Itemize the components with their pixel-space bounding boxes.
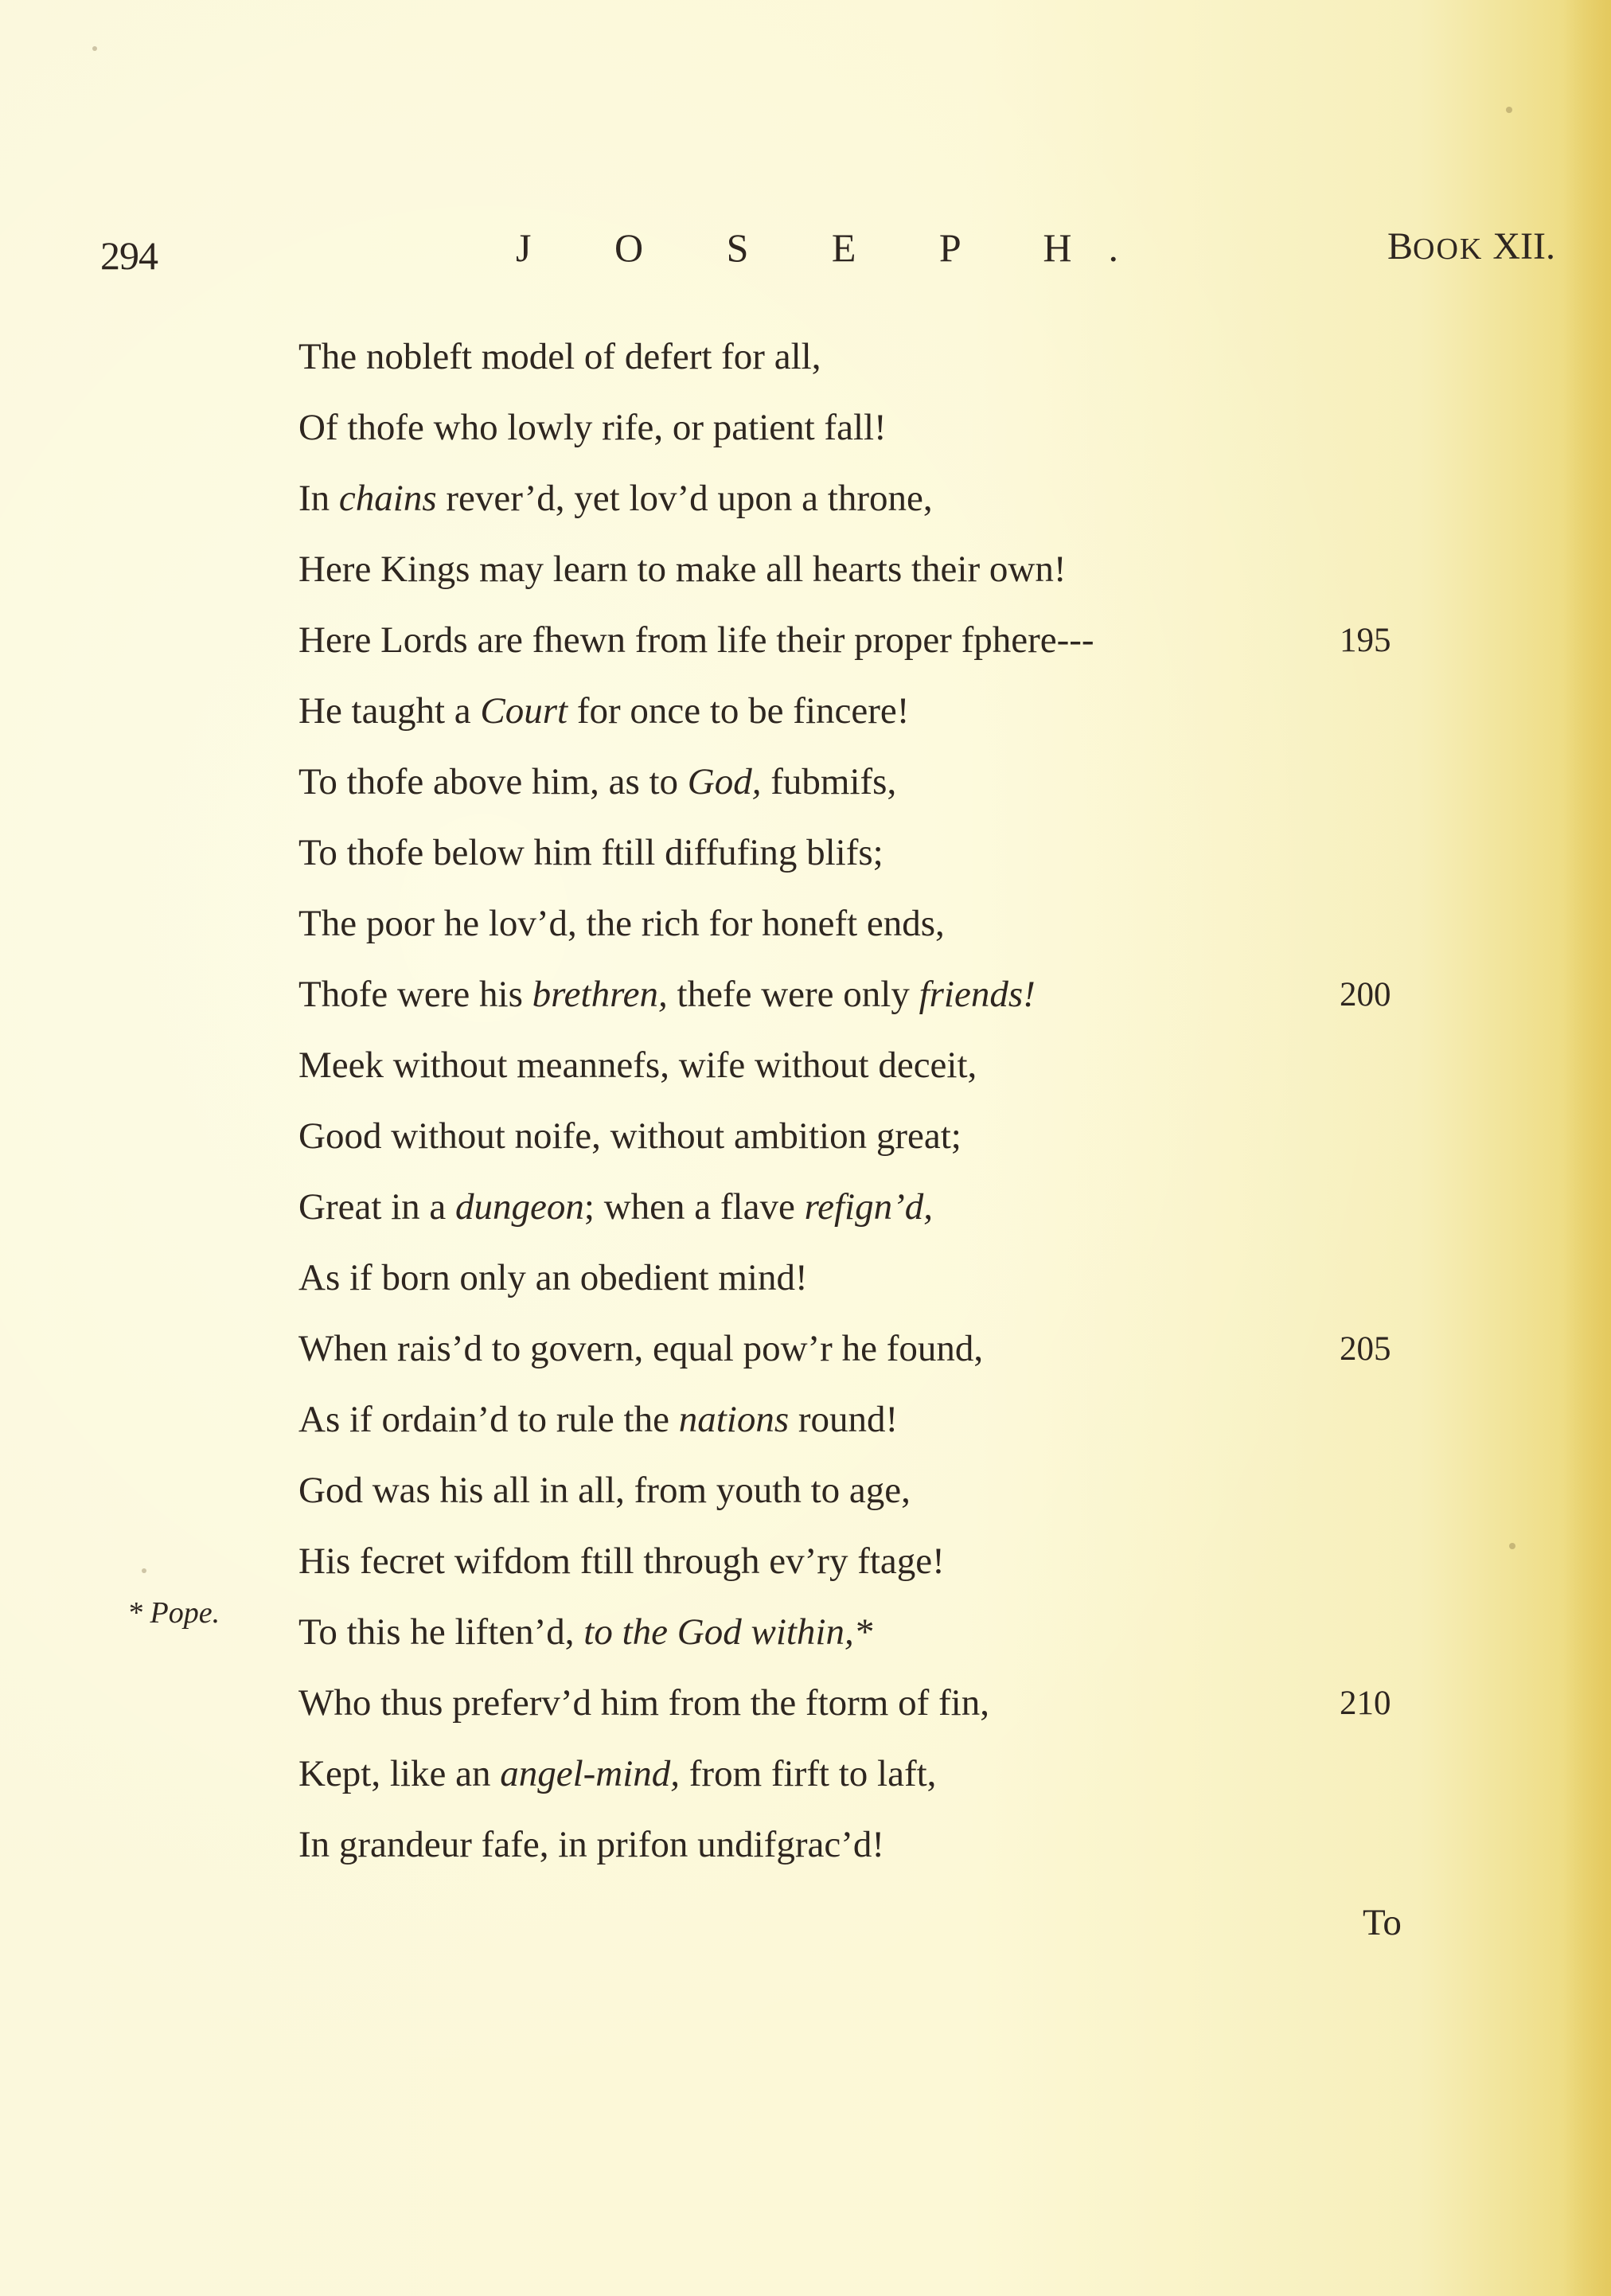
poem-line-segment: Here Lords are fhewn from life their proper fphere--- [298, 619, 1094, 661]
line-number: 205 [1340, 1330, 1391, 1368]
poem-line-emphasis: Court [480, 690, 568, 732]
page-number: 294 [100, 233, 158, 278]
poem-line-segment: The nobleft model of defert for all, [298, 336, 821, 377]
poem-line-segment: Of thofe who lowly rife, or patient fall! [298, 407, 887, 448]
poem-line [298, 1384, 1397, 1455]
poem-line [298, 534, 1397, 605]
poem-line-segment: Good without noife, without ambition great; [298, 1115, 962, 1157]
poem-line [298, 747, 1397, 818]
poem-line-segment: Here Kings may learn to make all hearts their own! [298, 549, 1067, 590]
poem-line-segment: from firft to laft, [680, 1753, 937, 1794]
poem-line-emphasis: brethren, [532, 974, 668, 1015]
poem-line-segment: Meek without meannefs, wife without deceit, [298, 1045, 977, 1086]
poem-line-segment: He taught a [298, 690, 481, 732]
poem-line-segment: To thofe below him ftill diffufing blifs; [298, 832, 884, 873]
poem-line [298, 1030, 1397, 1101]
poem-line-segment: When rais’d to govern, equal pow’r he found, [298, 1328, 984, 1369]
poem-line-segment: His fecret wifdom ftill through ev’ry ftage! [298, 1540, 945, 1582]
poem-line-segment: To this he liften’d, [298, 1611, 584, 1653]
poem-line-segment: The poor he lov’d, the rich for honeft ends, [298, 903, 945, 944]
poem-text [298, 322, 1397, 1880]
poem-line-segment: Thofe were his [298, 974, 532, 1015]
poem-line [298, 1243, 1397, 1314]
running-title: J O S E P H. [516, 225, 1155, 270]
page-edge-shading [1563, 0, 1611, 2296]
poem-line-segment: To thofe above him, as to [298, 761, 688, 802]
poem-line-segment: for once to be fincere! [568, 690, 910, 732]
poem-line-emphasis: angel-mind, [500, 1753, 681, 1794]
paper-speck [142, 1568, 146, 1573]
poem-line [298, 1526, 1397, 1597]
poem-line-segment: God was his all in all, from youth to age, [298, 1470, 911, 1511]
poem-line [298, 322, 1397, 392]
poem-line-segment: As if born only an obedient mind! [298, 1257, 808, 1298]
poem-line [298, 959, 1397, 1030]
book-label-number: XII. [1492, 225, 1555, 267]
poem-line [298, 1668, 1397, 1739]
poem-line-emphasis: chains [338, 478, 437, 519]
poem-line-segment: fubmifs, [761, 761, 897, 802]
poem-line-segment: In [298, 478, 339, 519]
poem-line-emphasis: to the God within,* [583, 1611, 873, 1653]
poem-line [298, 1597, 1397, 1668]
poem-line [298, 392, 1397, 463]
poem-line [298, 1739, 1397, 1810]
poem-line [298, 1172, 1397, 1243]
poem-line-segment: In grandeur fafe, in prifon undifgrac’d! [298, 1824, 885, 1865]
poem-line-emphasis: friends! [919, 974, 1036, 1015]
poem-line-emphasis: God, [687, 761, 762, 802]
poem-line [298, 1455, 1397, 1526]
poem-line-segment: As if ordain’d to rule the [298, 1399, 679, 1440]
line-number: 195 [1340, 622, 1391, 659]
poem-line-segment: Who thus preferv’d him from the ftorm of fin, [298, 1682, 989, 1724]
poem-line-segment: thefe were only [667, 974, 919, 1015]
book-label-initial: B [1387, 225, 1414, 267]
book-label-smallcaps: OOK [1413, 232, 1484, 266]
poem-line-segment: Great in a [298, 1186, 456, 1228]
line-number: 200 [1340, 976, 1391, 1013]
paper-speck [92, 46, 97, 51]
line-number: 210 [1340, 1685, 1391, 1722]
poem-line [298, 605, 1397, 676]
poem-line [298, 1810, 1397, 1880]
poem-line-segment: round! [789, 1399, 899, 1440]
poem-line [298, 1101, 1397, 1172]
poem-line [298, 463, 1397, 534]
poem-line-segment: ; when a flave [583, 1186, 805, 1228]
book-label [1387, 225, 1555, 268]
poem-line-emphasis: nations [678, 1399, 790, 1440]
poem-line [298, 818, 1397, 888]
marginal-note: * Pope. [127, 1596, 220, 1630]
poem-line-emphasis: refign’d, [804, 1186, 934, 1228]
catchword: To [1363, 1902, 1402, 1943]
poem-line [298, 888, 1397, 959]
poem-line [298, 1314, 1397, 1384]
poem-line-emphasis: dungeon [455, 1186, 584, 1228]
poem-line-segment: rever’d, yet lov’d upon a throne, [436, 478, 933, 519]
poem-line-segment: Kept, like an [298, 1753, 501, 1794]
poem-line [298, 676, 1397, 747]
paper-speck [1506, 107, 1512, 113]
paper-speck [1509, 1543, 1515, 1549]
